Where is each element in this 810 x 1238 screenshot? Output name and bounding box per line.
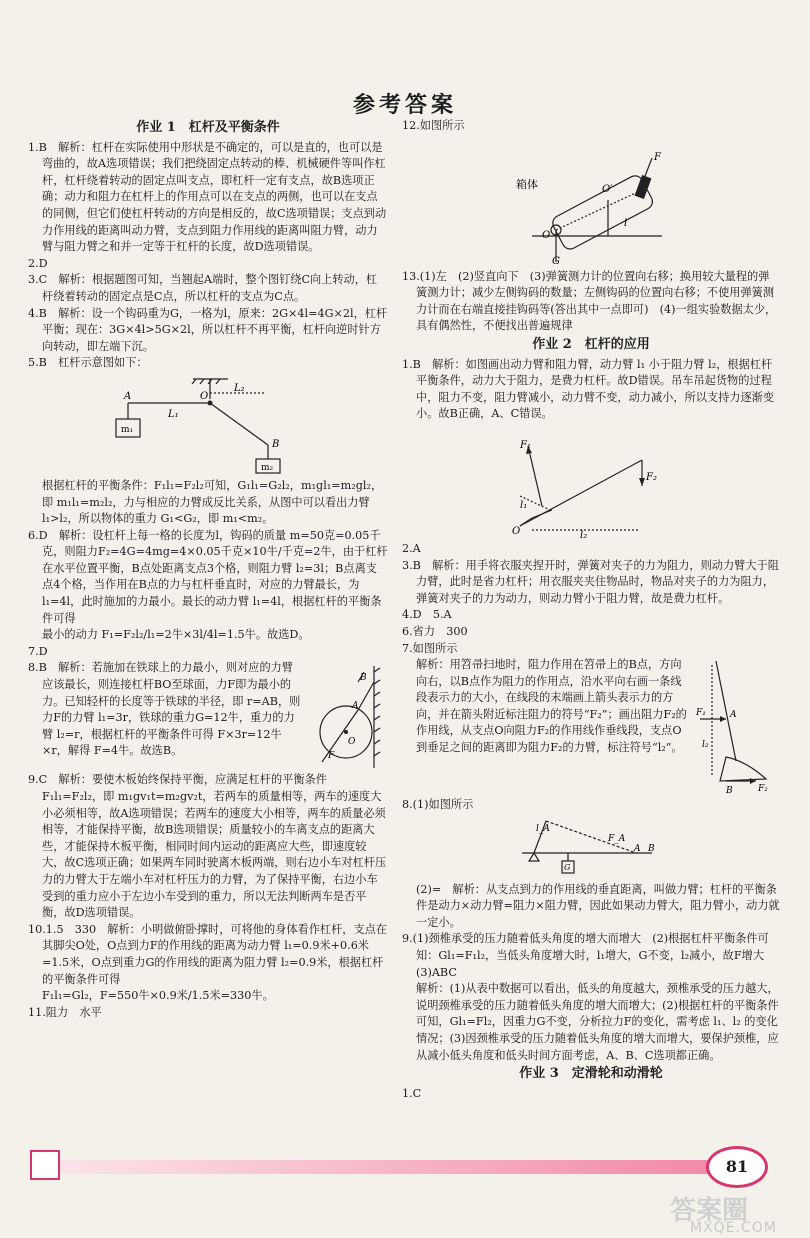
corner-box (30, 1150, 60, 1180)
svg-text:F₁: F₁ (520, 439, 531, 451)
answer-r6: 6.省力 300 (402, 624, 468, 638)
answer-r9: 9.(1)颈椎承受的压力随着低头角度的增大而增大 (2)根据杠杆平衡条件可知：Gl₁=F₁l₂，当低头角度增大时，l₁增大，G不变，l₂减小，故F增大 (3)ABC (402, 932, 776, 979)
svg-text:L₁: L₁ (168, 408, 179, 420)
answer-9: 9.C 解析：要使木板始终保持平衡，应满足杠杆的平衡条件 F₁l₁=F₂l₂，即 m₁gv₁t=m₂gv₂t，若两车的质量相等，两车的速度大小必须相等，故A选项错误；若两车的速度大小相等，两车的质量必须相等，才能保持平衡，故B选项错误；质量较小的车离支点的距离大些，才能保持木板平衡，相同时间内运动的距离应大些，即速度较大，故C选项正确；如果两车同时驶离木板两端，则右边小车对杠杆压力的力臂大于左端小车对杠杆压力的力臂，为了保持平衡，右边小车受到的重力应小于左边小车受到的重力，所以无法判断两车是否平衡，故D选项错误。 (28, 773, 387, 920)
section-heading-3: 作业 3 定滑轮和动滑轮 (519, 1066, 663, 1082)
svg-text:O′: O′ (602, 183, 613, 195)
svg-text:l₂: l₂ (580, 529, 588, 538)
answer-1: 1.B 解析：杠杆在实际使用中形状是不确定的，可以是直的，也可以是弯曲的，故A选项错误；我们把绕固定点转动的棒、机械硬件等叫作杠杆，杠杆绕着转动的固定点叫支点，即杠杆一定有支点，故B选项正确；动力和阻力在杠杆上的作用点可以在支点的两侧，也可以在支点的同侧，但它们使杠杆转动的方向是相反的，故C选项错误；支点到动力作用线的距离叫动力臂，支点到阻力作用线的距离叫阻力臂，动力臂与阻力臂之和并一定等于杠杆的长度，故D选项错误。 (28, 140, 387, 254)
answer-r8: 8.(1)如图所示 (402, 798, 474, 812)
watermark-logo: 答案圈 (670, 1196, 749, 1226)
svg-text:F₁: F₁ (696, 708, 706, 719)
answer-11: 11.阻力 水平 (28, 1005, 102, 1019)
svg-text:B: B (272, 438, 280, 450)
lever-diagram-q5 (28, 375, 388, 475)
svg-text:B: B (360, 673, 367, 684)
svg-text:A: A (352, 701, 359, 712)
svg-text:A: A (730, 710, 737, 721)
answer-r8-cont: (2)= 解析：从支点到力的作用线的垂直距离，叫做力臂；杠杆的平衡条件是动力×动力臂=阻力×阻力臂，因此如果动力臂大，阻力臂小，动力就一定小。 (416, 882, 780, 929)
broom-diagram-r7 (696, 657, 780, 797)
svg-text:G: G (552, 255, 560, 266)
balance-diagram-r8 (402, 817, 780, 879)
svg-text:l₂: l₂ (702, 740, 709, 751)
svg-text:l₁: l₁ (520, 499, 528, 511)
svg-text:B: B (726, 786, 733, 797)
answer-6-cont: 最小的动力 F₁=F₂l₂/l₁=2牛×3l/4l=1.5牛。故选D。 (42, 628, 310, 642)
right-column (402, 118, 780, 1102)
svg-text:O: O (348, 737, 356, 748)
svg-text:O: O (542, 229, 551, 241)
answer-7: 7.D (28, 644, 48, 658)
answer-6: 6.D 解析：设杠杆上每一格的长度为l，钩码的质量 m=50克=0.05千克，则阻力F₂=4G=4mg=4×0.05千克×10牛/千克=2牛，由于杠杆在水平位置平衡，B点处距离支点3个格，则阻力臂 l₂=3l；B点离支点4个格，当作用在B点的力与杠杆垂直时，对应的力臂最长，为l₁=4l，此时施加的力最小。最长的动力臂 l₁=4l，根据杠杆的平衡条件可得 (28, 528, 388, 625)
svg-text:F₂: F₂ (758, 784, 768, 795)
answer-5-cont-2: 即 m₁l₁=m₂l₂，力与相应的力臂成反比关系，从图中可以看出力臂 l₁>l₂，所以物体的重力 G₁<G₂，即 m₁<m₂。 (42, 495, 370, 526)
answer-5: 5.B 杠杆示意图如下： (28, 356, 148, 370)
section-heading-2: 作业 2 杠杆的应用 (532, 336, 650, 352)
box-label: 箱体 (516, 177, 538, 191)
page-number: 81 (706, 1146, 768, 1188)
svg-text:m₁: m₁ (121, 424, 134, 435)
page-title: 参考答案 (352, 92, 457, 118)
svg-text:l_A: l_A (536, 823, 550, 834)
svg-text:F_A: F_A (608, 833, 626, 844)
watermark-url: MXQE.COM (690, 1220, 777, 1236)
svg-text:O: O (512, 525, 521, 537)
ball-lever-diagram-q8 (308, 662, 388, 772)
svg-text:A: A (124, 390, 132, 402)
answer-r7-block (402, 657, 780, 797)
answer-s1: 1.C (402, 1086, 422, 1100)
answer-13: 13.(1)左 (2)竖直向下 (3)弹簧测力计的位置向右移；换用较大量程的弹簧测力计；减少左侧钩码的数量；左侧钩码的位置向右移；不使用弹簧测力计而在右端直接挂钩码等(答出其中一点即可) (4)一组实验数据太少，具有偶然性，不便找出普遍规律 (402, 269, 777, 333)
svg-text:L₂: L₂ (234, 382, 245, 394)
answer-3: 3.C 解析：根据题图可知，当翘起A端时，整个图钉绕C向上转动，杠杆绕着转动的固定点是C点，所以杠杆的支点为C点。 (28, 273, 378, 303)
left-column (28, 118, 388, 1021)
svg-text:F: F (328, 751, 335, 762)
answer-5-cont-1: 根据杠杆的平衡条件：F₁l₁=F₂l₂可知，G₁l₁=G₂l₂，m₁gl₁=m₂gl₂， (42, 478, 383, 492)
footer-band (60, 1160, 710, 1174)
box-lever-diagram-q12 (402, 138, 780, 266)
answer-r9-cont: 解析：(1)从表中数据可以看出，低头的角度越大，颈椎承受的压力越大，说明颈椎承受的压力随着低头角度的增大而增大；(2)根据杠杆的平衡条件可知，Gl₁=Fl₂，因重力G不变，分析拉力F的变化，需考虑 l₁、l₂ 的变化情况；(3)因颈椎承受的压力随着低头角度的增大而增大，要保护颈椎，应从减小低头角度和低头时间方面考虑，A、B、C选项都正确。 (416, 982, 779, 1062)
answer-12: 12.如图所示 (402, 119, 465, 132)
section-heading-1: 作业 1 杠杆及平衡条件 (136, 120, 280, 135)
crane-diagram-r1 (402, 426, 780, 538)
answer-r3: 3.B 解析：用手将衣服夹捏开时，弹簧对夹子的力为阻力，则动力臂大于阻力臂，此时是省力杠杆；用衣服夹夹住物品时，物品对夹子的力为阻力，弹簧对夹子的力为动力，则动力臂小于阻力臂，故是费力杠杆。 (402, 558, 779, 605)
svg-text:F₂: F₂ (646, 471, 657, 483)
svg-text:A: A (634, 843, 641, 854)
answer-r7: 7.如图所示 (402, 641, 458, 655)
answer-10: 10.1.5 330 解析：小明做俯卧撑时，可将他的身体看作杠杆，支点在其脚尖O处，O点到力F的作用线的距离为动力臂 l₁=0.9米+0.6米=1.5米，O点到重力G的作用线的距离为阻力臂 l₂=0.9米，根据杠杆的平衡条件可得 (28, 922, 388, 986)
svg-text:G: G (564, 862, 571, 872)
answer-8: 8.B 解析：若施加在铁球上的力最小，则对应的力臂应该最长，则连接杠杆BO至球面，力F即为最小的力。已知轻杆的长度等于铁球的半径，即 r=AB，则力F的力臂 l₁=3r，铁球的重力G=12牛，重力的力臂 l₂=r，根据杠杆的平衡条件可得 F×3r=12牛×r，解得 F=4牛。故选B。 (28, 661, 301, 758)
svg-text:O: O (200, 390, 209, 402)
answer-r2: 2.A (402, 541, 421, 555)
svg-text:B: B (648, 843, 655, 854)
answer-8-block (28, 660, 388, 760)
svg-text:F: F (654, 151, 661, 163)
answer-r1: 1.B 解析：如图画出动力臂和阻力臂，动力臂 l₁ 小于阻力臂 l₂，根据杠杆平衡条件，动力大于阻力，是费力杠杆。故D错误。吊车吊起货物的过程中，阻力不变，阻力臂减小，动力臂不变，动力减小，所以支持力逐渐变小。故B正确，A、C错误。 (402, 357, 775, 421)
svg-text:l: l (624, 217, 628, 229)
svg-text:m₂: m₂ (261, 462, 274, 473)
answer-r7-cont: 解析：用笤帚扫地时，阻力作用在笤帚上的B点，方向向右，以B点作为阻力的作用点，沿水平向右画一条线段表示力的大小，在线段的末端画上箭头表示力的方向，并在箭头附近标注阻力的符号“F₂”；画出阻力F₂的作用线，从支点O向阻力F₂的作用线作垂线段，支点O到垂足之间的距离即为阻力F₂的力臂，标注符号“l₂”。 (416, 658, 687, 755)
answer-2: 2.D (28, 256, 48, 270)
answer-10-cont: F₁l₁=Gl₂，F=550牛×0.9米/1.5米=330牛。 (42, 989, 274, 1003)
answer-4: 4.B 解析：设一个钩码重为G，一格为l，原来：2G×4l=4G×2l，杠杆平衡；现在：3G×4l>5G×2l，所以杠杆不再平衡，杠杆向逆时针方向转动，即左端下沉。 (28, 306, 388, 353)
answer-r4: 4.D 5.A (402, 608, 452, 622)
